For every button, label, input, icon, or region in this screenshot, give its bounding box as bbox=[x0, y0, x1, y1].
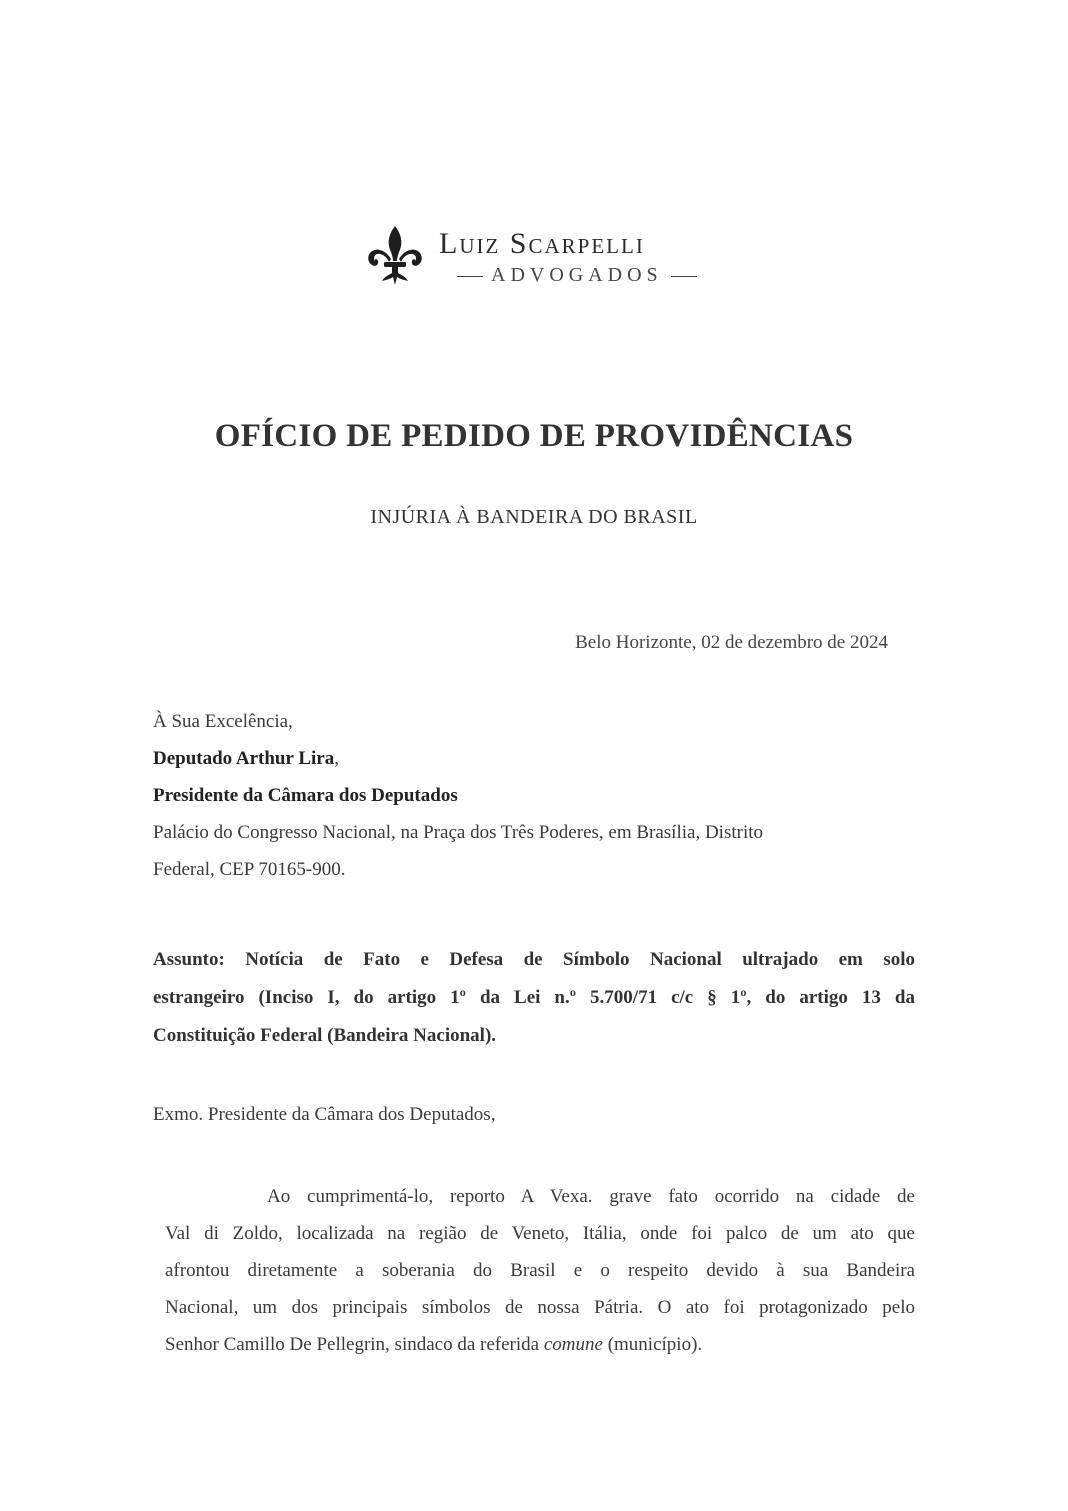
paragraph-line-5-post: (município). bbox=[602, 1334, 703, 1355]
addressee-name-line bbox=[153, 740, 893, 777]
subject-line-1: Assunto: Notícia de Fato e Defesa de Símbolo Nacional ultrajado em solo bbox=[153, 949, 915, 970]
addressee-role: Presidente da Câmara dos Deputados bbox=[153, 785, 458, 806]
subject-block bbox=[153, 941, 915, 1055]
paragraph-line-2: Val di Zoldo, localizada na região de Veneto, Itália, onde foi palco de um ato que bbox=[165, 1223, 915, 1244]
addressee-address-1: Palácio do Congresso Nacional, na Praça dos Três Poderes, em Brasília, Distrito bbox=[153, 822, 764, 843]
firm-subtitle-text: ADVOGADOS bbox=[491, 264, 663, 286]
paragraph-line-5-pre: Senhor Camillo De Pellegrin, sindaco da referida bbox=[165, 1334, 544, 1355]
fleur-de-lis-icon bbox=[367, 225, 423, 287]
paragraph-line-4: Nacional, um dos principais símbolos de nossa Pátria. O ato foi protagonizado pelo bbox=[165, 1297, 915, 1318]
paragraph-line-3: afrontou diretamente a soberania do Brasil e o respeito devido à sua Bandeira bbox=[165, 1260, 915, 1281]
firm-name: Luiz Scarpelli bbox=[439, 227, 645, 260]
greeting: Exmo. Presidente da Câmara dos Deputados, bbox=[153, 1104, 496, 1125]
firm-logo bbox=[367, 225, 707, 291]
right-rule bbox=[671, 276, 697, 277]
addressee-salutation: À Sua Excelência, bbox=[153, 711, 293, 732]
subject-line-3: Constituição Federal (Bandeira Nacional). bbox=[153, 1025, 497, 1046]
paragraph-term-comune: comune bbox=[543, 1334, 603, 1355]
paragraph-line-1: Ao cumprimentá-lo, reporto A Vexa. grave fato ocorrido na cidade de bbox=[267, 1186, 915, 1207]
document-subtitle: INJÚRIA À BANDEIRA DO BRASIL bbox=[370, 506, 698, 528]
addressee-block bbox=[153, 703, 893, 888]
document-title: OFÍCIO DE PEDIDO DE PROVIDÊNCIAS bbox=[214, 418, 854, 454]
addressee-address-2: Federal, CEP 70165-900. bbox=[153, 859, 346, 880]
firm-subtitle bbox=[449, 264, 705, 287]
left-rule bbox=[457, 276, 483, 277]
addressee-name-suffix: , bbox=[334, 748, 339, 769]
paragraph-line-5 bbox=[165, 1326, 915, 1363]
addressee-name: Deputado Arthur Lira bbox=[153, 748, 335, 769]
subject-line-2: estrangeiro (Inciso I, do artigo 1º da Lei n.º 5.700/71 c/c § 1º, do artigo 13 da bbox=[153, 987, 915, 1008]
date-line: Belo Horizonte, 02 de dezembro de 2024 bbox=[575, 632, 888, 653]
body-paragraph bbox=[165, 1178, 915, 1363]
